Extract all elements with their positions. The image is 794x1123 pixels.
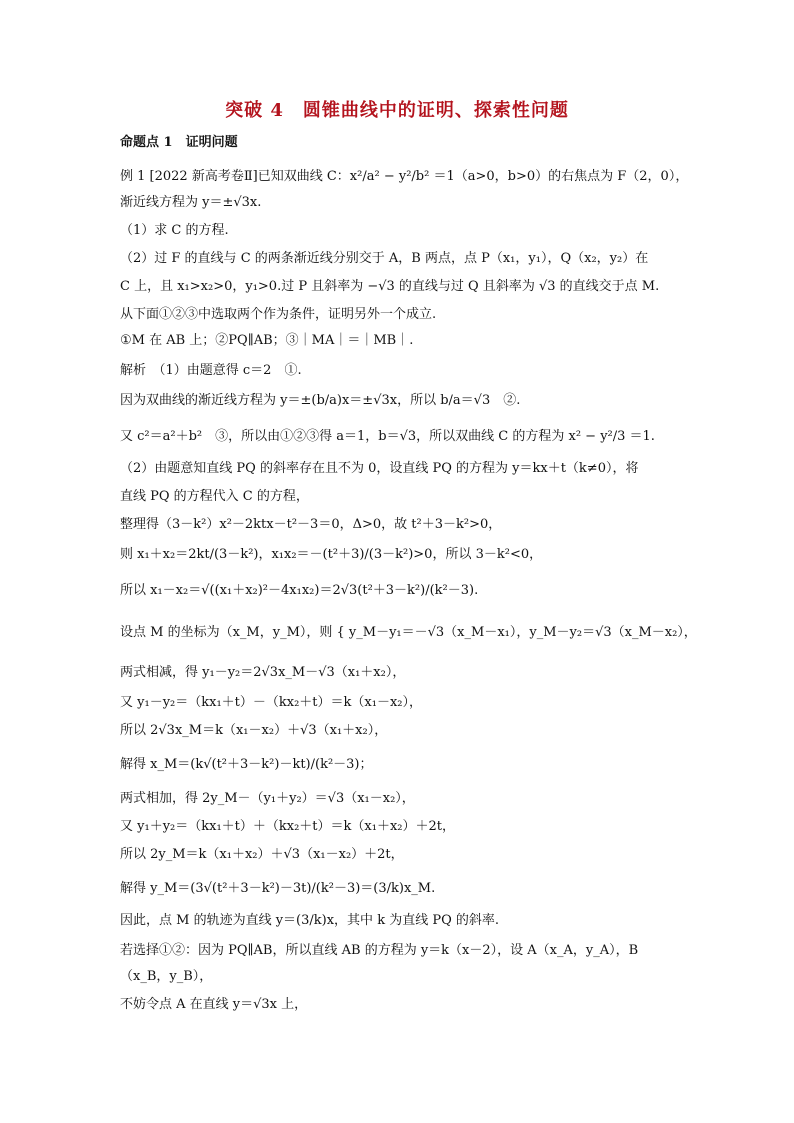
solution-part2-line-4: 则 x₁＋x₂＝2kt/(3－k²)，x₁x₂＝－(t²＋3)/(3－k²)>0，所以 3－k²<0， [120, 547, 543, 562]
solution-part2-line-5: 所以 x₁－x₂＝√((x₁＋x₂)²－4x₁x₂)＝2√3(t²＋3－k²)/(k²－3). [120, 583, 479, 598]
solution-line-equation: 又 c²＝a²＋b² ③，所以由①②③得 a＝1，b＝√3，所以双曲线 C 的方程为 x² − y²/3 ＝1. [120, 429, 655, 444]
solution-part2-line-17: （x_B，y_B）， [120, 969, 213, 984]
solution-part2-line-7: 两式相减，得 y₁－y₂＝2√3x_M－√3（x₁＋x₂）， [120, 665, 406, 680]
question-2-line-1: （2）过 F 的直线与 C 的两条渐近线分别交于 A，B 两点，点 P（x₁，y₁），Q（x₂，y₂）在 [120, 251, 649, 266]
topic-heading: 命题点 1 证明问题 [120, 135, 238, 150]
example-line-1: 例 1 [2022 新高考卷Ⅱ]已知双曲线 C：x²/a² − y²/b² ＝1（a>0，b>0）的右焦点为 F（2，0）， [120, 169, 689, 184]
solution-part2-line-2: 直线 PQ 的方程代入 C 的方程， [120, 489, 309, 504]
solution-part2-line-3: 整理得（3－k²）x²－2ktx－t²－3＝0，Δ>0，故 t²＋3－k²>0， [120, 517, 502, 532]
question-1: （1）求 C 的方程. [120, 223, 229, 238]
solution-part2-line-1: （2）由题意知直线 PQ 的斜率存在且不为 0，设直线 PQ 的方程为 y＝kx＋t（k≠0），将 [120, 461, 639, 476]
solution-line-asymptote: 因为双曲线的渐近线方程为 y＝±(b/a)x＝±√3x，所以 b/a＝√3 ②. [120, 393, 521, 408]
solution-start: 解析 （1）由题意得 c＝2 ①. [120, 363, 302, 378]
solution-part2-line-9: 所以 2√3x_M＝k（x₁－x₂）＋√3（x₁＋x₂）， [120, 723, 388, 738]
solution-part2-line-12: 又 y₁＋y₂＝（kx₁＋t）＋（kx₂＋t）＝k（x₁＋x₂）＋2t， [120, 819, 455, 834]
solution-part2-line-18: 不妨令点 A 在直线 y＝√3x 上， [120, 997, 308, 1012]
question-2-line-3: 从下面①②③中选取两个作为条件，证明另外一个成立. [120, 307, 437, 322]
solution-part2-line-6: 设点 M 的坐标为（x_M，y_M），则 { y_M－y₁＝－√3（x_M－x₁），y_M－y₂＝√3（x_M－x₂）， [120, 625, 697, 640]
example-line-2: 渐近线方程为 y＝±√3x. [120, 195, 262, 210]
page-title: 突破 4 圆锥曲线中的证明、探索性问题 [225, 100, 569, 121]
question-2-line-2: C 上，且 x₁>x₂>0，y₁>0.过 P 且斜率为 −√3 的直线与过 Q 且斜率为 √3 的直线交于点 M. [120, 279, 660, 294]
solution-part2-line-10: 解得 x_M＝(k√(t²＋3－k²)－kt)/(k²－3)； [120, 757, 373, 772]
solution-part2-line-13: 所以 2y_M＝k（x₁＋x₂）＋√3（x₁－x₂）＋2t， [120, 847, 404, 862]
solution-part2-line-11: 两式相加，得 2y_M－（y₁＋y₂）＝√3（x₁－x₂）， [120, 791, 415, 806]
solution-part2-line-14: 解得 y_M＝(3√(t²＋3－k²)－3t)/(k²－3)＝(3/k)x_M. [120, 881, 436, 896]
conditions-line: ①M 在 AB 上；②PQ∥AB；③｜MA｜＝｜MB｜. [120, 333, 414, 348]
solution-part2-line-15: 因此，点 M 的轨迹为直线 y＝(3/k)x，其中 k 为直线 PQ 的斜率. [120, 913, 499, 928]
solution-part2-line-8: 又 y₁－y₂＝（kx₁＋t）－（kx₂＋t）＝k（x₁－x₂）， [120, 695, 422, 710]
solution-part2-line-16: 若选择①②：因为 PQ∥AB，所以直线 AB 的方程为 y＝k（x－2），设 A（x_A，y_A），B [120, 943, 639, 958]
